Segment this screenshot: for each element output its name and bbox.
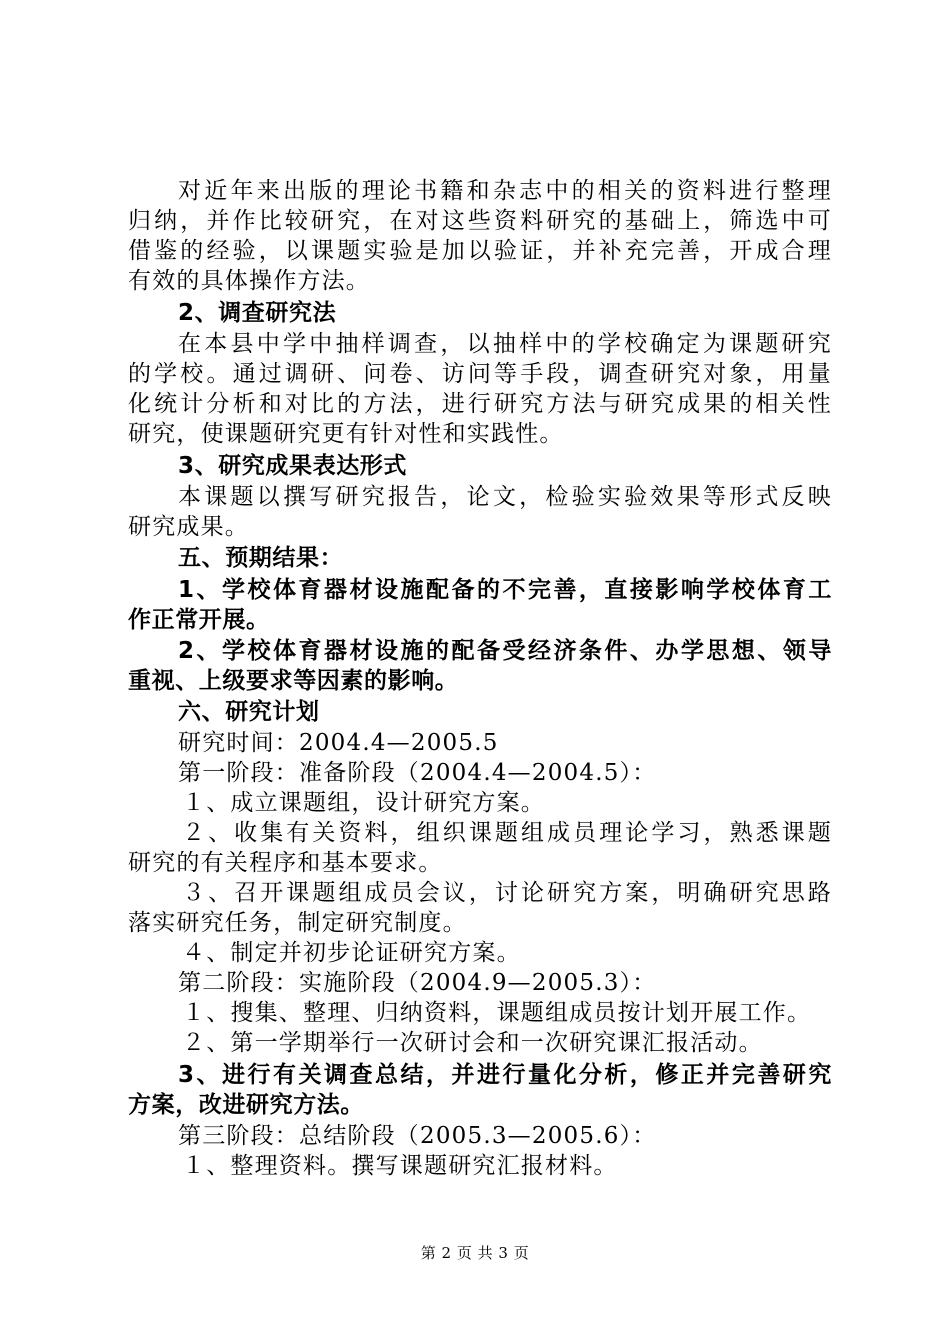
stage-one-item-2-line: ２、收集有关资料，组织课题组成员理论学习，熟悉课题 bbox=[182, 820, 832, 846]
expected-result-2-line: 2、学校体育器材设施的配备受经济条件、办学思想、领导 bbox=[178, 638, 832, 664]
method-literature-para-line: 有效的具体操作方法。 bbox=[128, 268, 370, 294]
expected-result-1-line: 1、学校体育器材设施配备的不完善，直接影响学校体育工 bbox=[178, 577, 832, 603]
stage-two-title: 第二阶段：实施阶段（2004.9—2005.3）： bbox=[178, 970, 657, 996]
survey-para-line: 研究，使课题研究更有针对性和实践性。 bbox=[128, 421, 564, 447]
stage-one-item-2-line: 研究的有关程序和基本要求。 bbox=[128, 850, 443, 876]
method-literature-para-line: 对近年来出版的理论书籍和杂志中的相关的资料进行整理 bbox=[178, 178, 832, 204]
research-plan-heading: 六、研究计划 bbox=[178, 699, 320, 725]
survey-para-line: 在本县中学中抽样调查，以抽样中的学校确定为课题研究 bbox=[178, 331, 832, 357]
stage-two-item-2: ２、第一学期举行一次研讨会和一次研究课汇报活动。 bbox=[182, 1030, 763, 1056]
stage-one-item-1: １、成立课题组，设计研究方案。 bbox=[182, 790, 545, 816]
expected-result-2-line: 重视、上级要求等因素的影响。 bbox=[128, 668, 459, 694]
method-literature-para-line: 归纳，并作比较研究，在对这些资料研究的基础上，筛选中可 bbox=[128, 208, 832, 234]
survey-para-line: 的学校。通过调研、问卷、访问等手段，调查研究对象，用量 bbox=[128, 361, 832, 387]
expression-form-heading: 3、研究成果表达形式 bbox=[178, 453, 408, 479]
stage-one-item-3-line: 落实研究任务，制定研究制度。 bbox=[128, 910, 467, 936]
method-literature-para-line: 借鉴的经验，以课题实验是加以验证，并补充完善，开成合理 bbox=[128, 238, 832, 264]
stage-one-title: 第一阶段：准备阶段（2004.4—2004.5）： bbox=[178, 760, 657, 786]
expression-para-line: 本课题以撰写研究报告，论文，检验实验效果等形式反映 bbox=[178, 484, 832, 510]
survey-method-heading: 2、调查研究法 bbox=[178, 300, 337, 326]
stage-three-item-1: １、整理资料。撰写课题研究汇报材料。 bbox=[182, 1153, 618, 1179]
stage-two-item-3-line: 3、进行有关调查总结，并进行量化分析，修正并完善研究 bbox=[178, 1062, 832, 1088]
expected-result-1-line: 作正常开展。 bbox=[128, 607, 270, 633]
stage-two-item-3-line: 方案，改进研究方法。 bbox=[128, 1092, 364, 1118]
research-time: 研究时间：2004.4—2005.5 bbox=[178, 730, 499, 756]
page-number-footer: 第 2 页 共 3 页 bbox=[420, 1244, 530, 1262]
stage-two-item-1: １、搜集、整理、归纳资料，课题组成员按计划开展工作。 bbox=[182, 1000, 812, 1026]
survey-para-line: 化统计分析和对比的方法，进行研究方法与研究成果的相关性 bbox=[128, 391, 832, 417]
expected-results-heading: 五、预期结果： bbox=[178, 545, 344, 571]
stage-one-item-4: ４、制定并初步论证研究方案。 bbox=[182, 940, 521, 966]
expression-para-line: 研究成果。 bbox=[128, 514, 249, 540]
stage-three-title: 第三阶段：总结阶段（2005.3—2005.6）： bbox=[178, 1123, 657, 1149]
stage-one-item-3-line: ３、召开课题组成员会议，讨论研究方案，明确研究思路 bbox=[182, 880, 832, 906]
